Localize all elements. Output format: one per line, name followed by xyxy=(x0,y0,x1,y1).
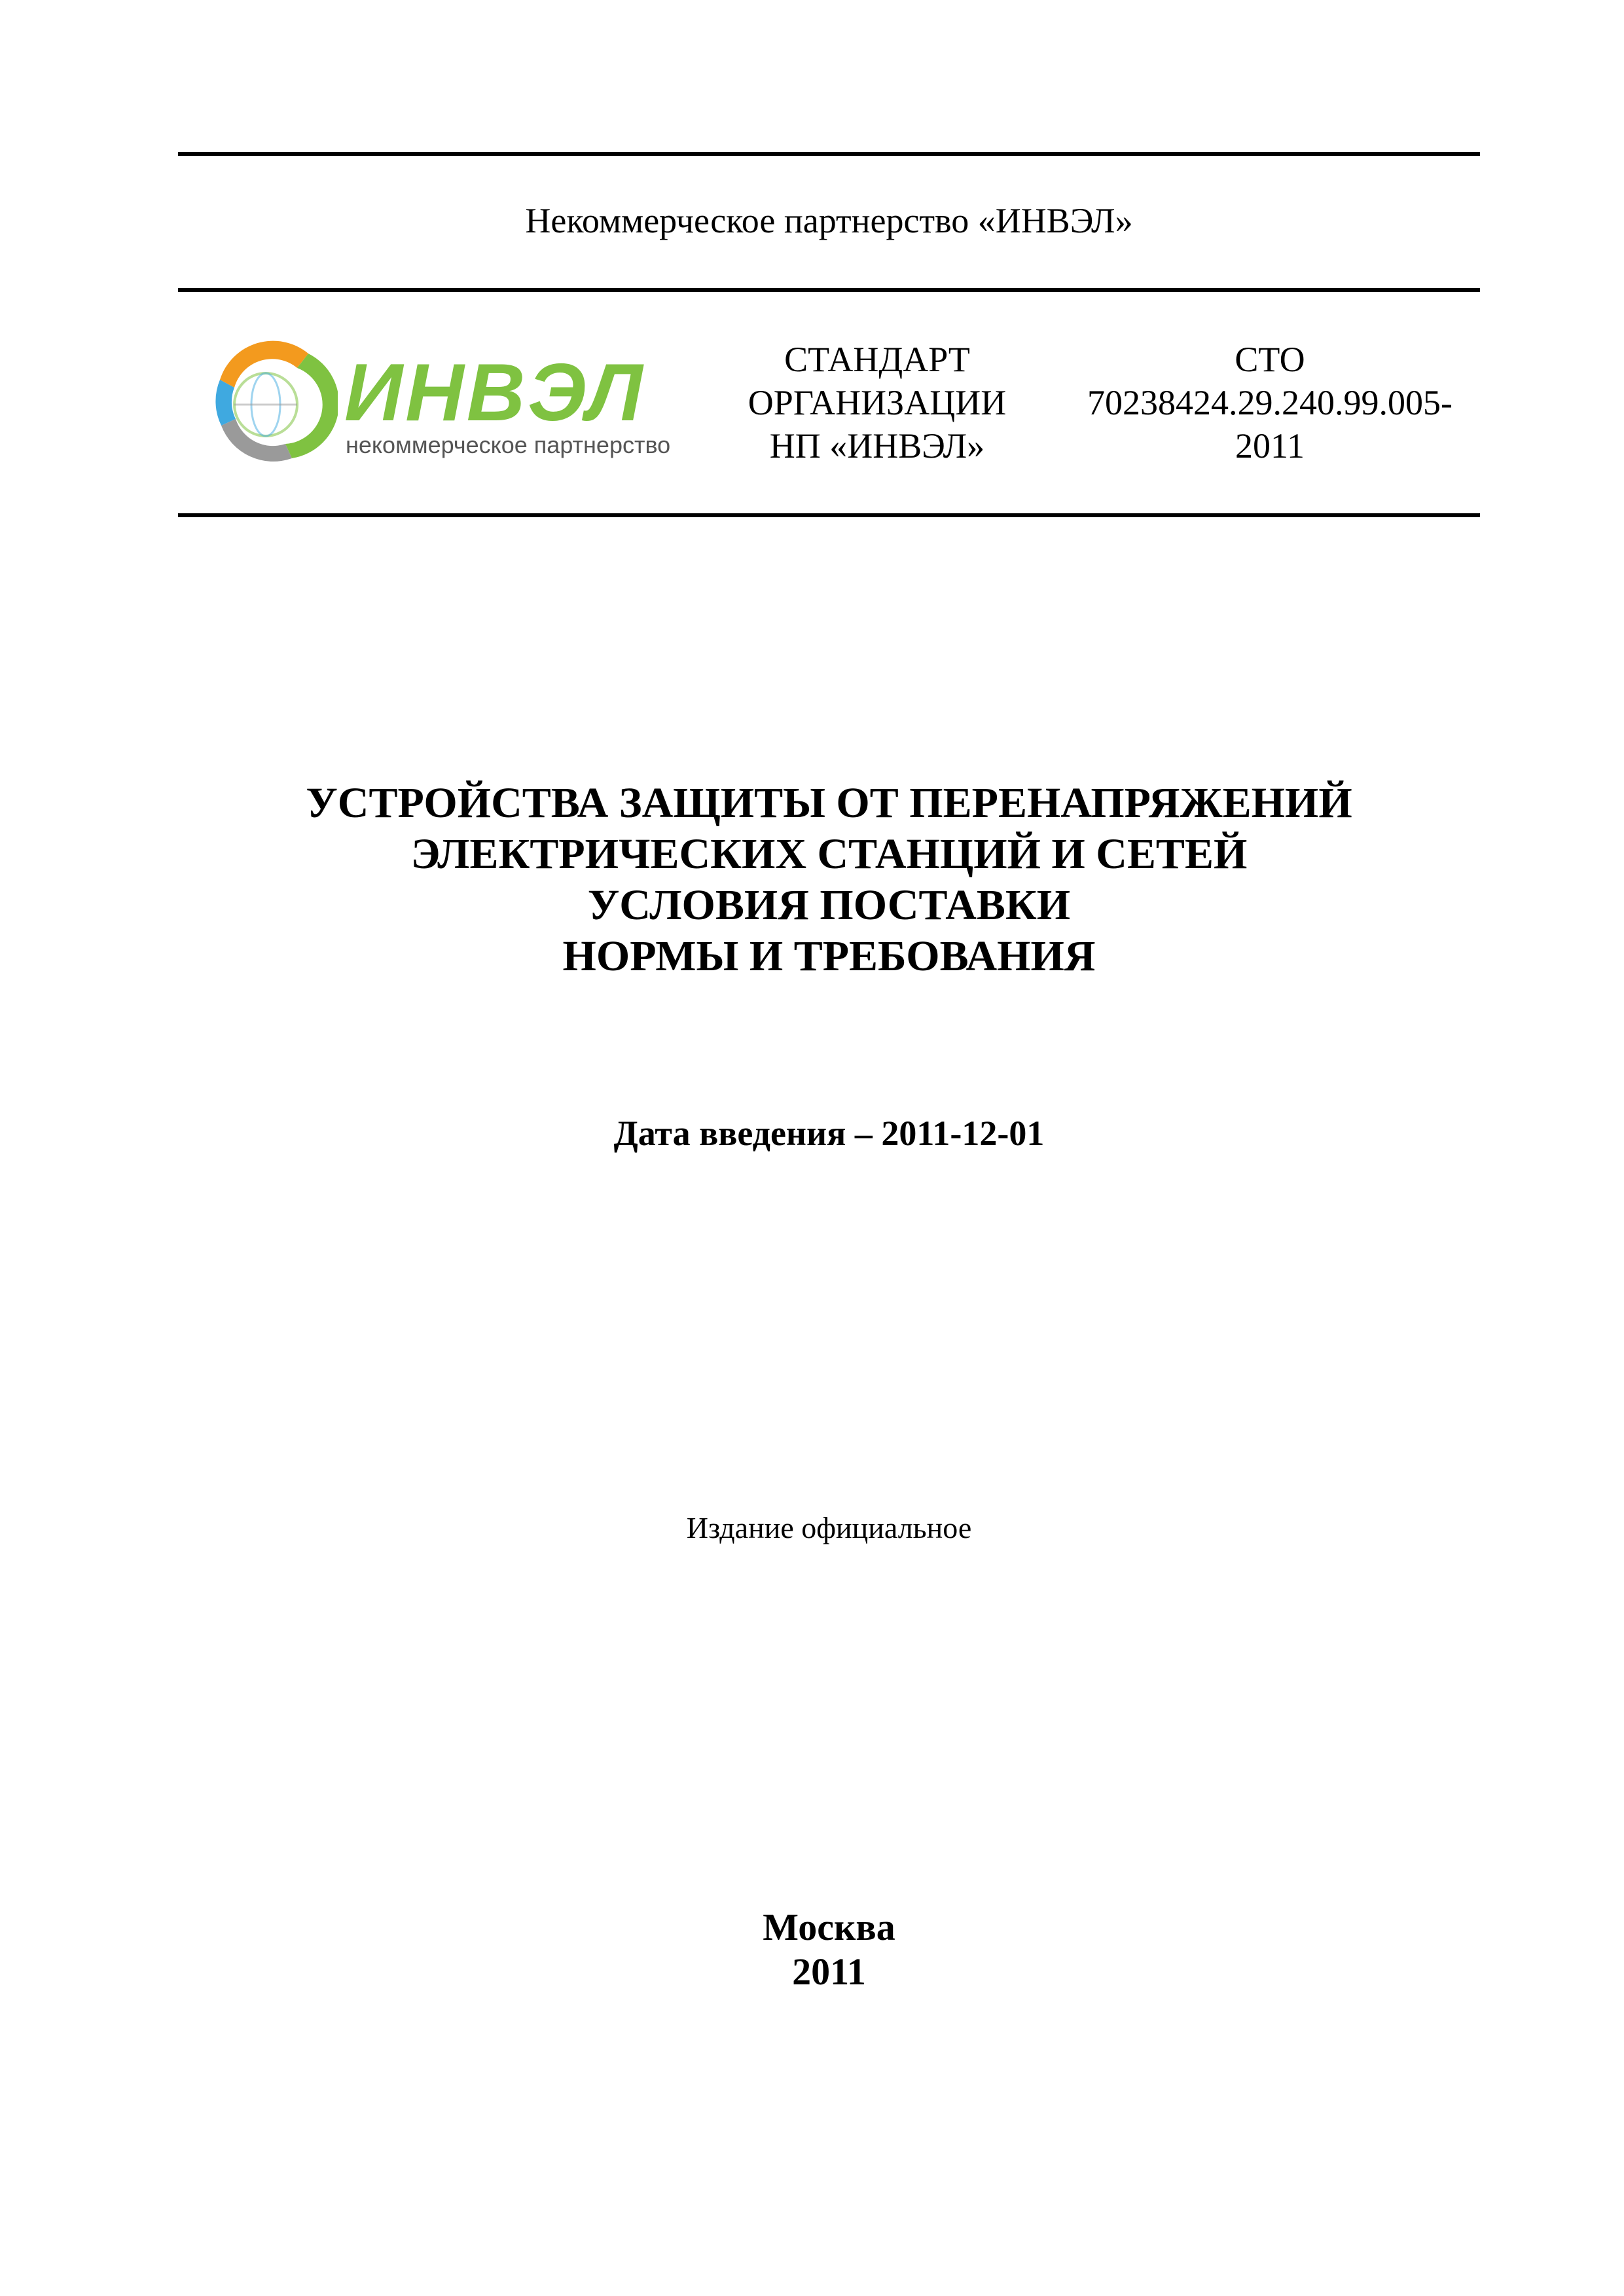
top-divider xyxy=(178,152,1480,156)
publication-year: 2011 xyxy=(792,1950,866,1993)
document-title-line: ЭЛЕКТРИЧЕСКИХ СТАНЦИЙ И СЕТЕЙ xyxy=(410,830,1248,878)
edition-label: Издание официальное xyxy=(686,1511,972,1544)
organization-header: Некоммерческое партнерство «ИНВЭЛ» xyxy=(525,201,1133,240)
introduction-date: Дата введения – 2011-12-01 xyxy=(613,1114,1045,1153)
publication-city: Москва xyxy=(763,1906,895,1948)
invel-logo xyxy=(194,327,691,478)
standard-title-line: ОРГАНИЗАЦИИ xyxy=(748,383,1007,422)
invel-globe-icon xyxy=(194,327,338,478)
standard-title-line: СТАНДАРТ xyxy=(784,340,970,379)
standard-title xyxy=(720,338,1034,467)
standard-code-line: СТО xyxy=(1235,340,1305,379)
document-title-line: НОРМЫ И ТРЕБОВАНИЯ xyxy=(562,932,1096,980)
standard-title-line: НП «ИНВЭЛ» xyxy=(769,426,985,465)
standard-code xyxy=(1060,338,1479,467)
logo-wordmark: ИНВЭЛ xyxy=(344,348,645,438)
header-divider xyxy=(178,288,1480,292)
document-title-line: УСТРОЙСТВА ЗАЩИТЫ ОТ ПЕРЕНАПРЯЖЕНИЙ xyxy=(306,779,1352,827)
document-title-line: УСЛОВИЯ ПОСТАВКИ xyxy=(587,881,1071,929)
standard-code-line: 70238424.29.240.99.005- xyxy=(1087,383,1453,422)
logo-tagline: некоммерческое партнерство xyxy=(346,431,671,458)
standard-code-line: 2011 xyxy=(1235,426,1305,465)
document-title xyxy=(178,778,1480,982)
logo-divider xyxy=(178,513,1480,517)
